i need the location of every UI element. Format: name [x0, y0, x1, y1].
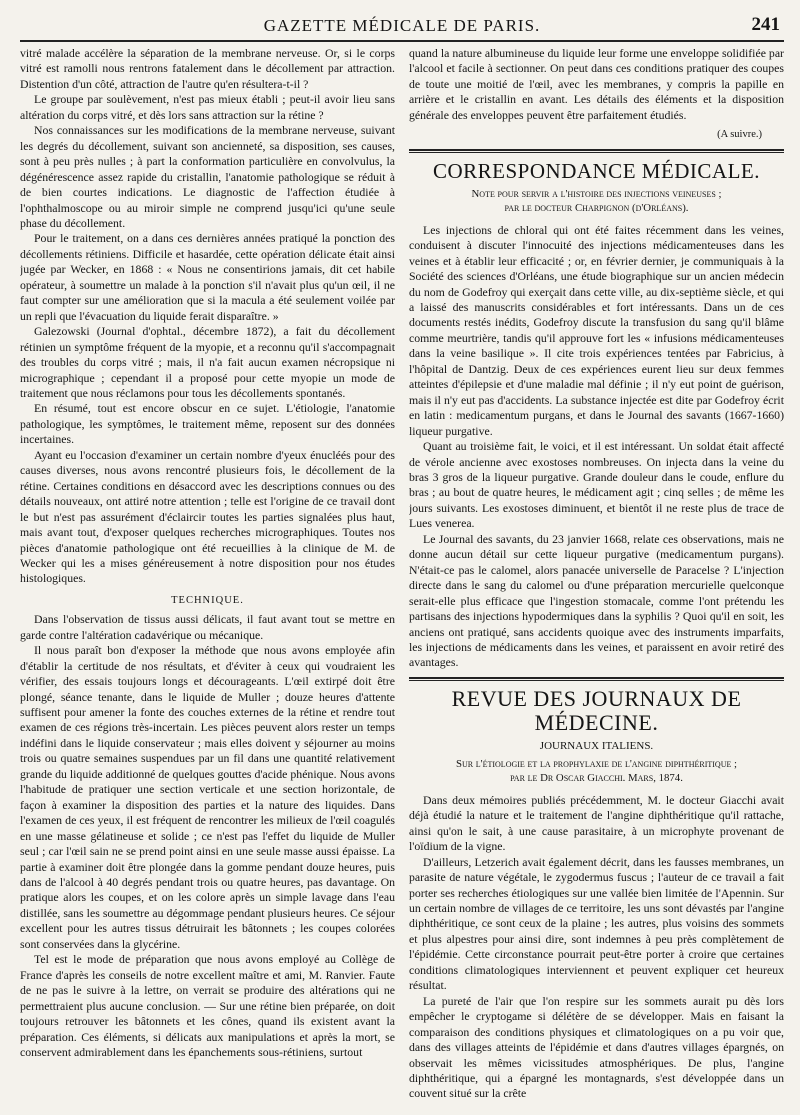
section-divider — [409, 152, 784, 153]
paragraph: Le Journal des savants, du 23 janvier 1668, relate ces observations, mais ne donne aucun détail sur cette liqueur purgative (medicamentum purgans). N'était-ce pas le calomel, alors panacée universelle de Paracelse ? L'injection directe dans le sang du calomel ou d'une préparation mercurielle quelconque serait-elle plus efficace que l'ingestion stomacale, comme l'ont prétendu les partisans des injections hypodermiques dans la syphilis ? Quoi qu'il en soit, les anciens ont pratiqué, sans accidents quoique avec des instruments imparfaits, les injections de médicaments dans les veines, et paraissent en avoir retiré des avantages. — [409, 531, 784, 670]
continued-note: (A suivre.) — [717, 129, 762, 141]
note-author: par le docteur Charpignon (d'Orléans). — [504, 201, 689, 214]
correspondance-note — [409, 187, 784, 215]
paragraph: Il nous paraît bon d'exposer la méthode que nous avons employée afin d'établir la certitude de nos résultats, et d'éviter à ceux qui voudraient les vérifier, des essais toujours longs et décourageants. L'œil extirpé doit être plongé, séance tenante, dans le liquide de Muller ; douze heures d'attente suffisent pour amener la fonte des couches externes de la rétine et rendre tout examen de ces régions très-incertain. Les pièces peuvent alors rester un temps indéfini dans le liquide conservateur ; mais elles doivent y séjourner au moins trois ou quatre semaines suspendues par un fil dans une quantité relativement grande du liquide additionné de quelques gouttes d'acide phénique. Nous avons l'habitude de pratiquer une section verticale et une section horizontale, de façon à examiner la disposition des parties et la nature des liquides. Dans l'examen de ces yeux, il est fréquent de rencontrer les milieux de l'œil coagulés en une masse gélatineuse et solide ; ce n'est pas l'effet du liquide de Muller seul ; car l'œil sain ne se prend point ainsi en une seule masse aussi épaisse. La partie à examiner doit être plongée dans la gomme pendant douze heures, puis dans de l'alcool à 40 degrés pendant trois ou quatre heures, pas davantage. On pratique alors les coupes, et on les colore après un simple lavage dans l'eau distillée, sans les soumettre au dégommage pendant plusieurs heures. Ce séjour excellent pour les autres tissus détruirait les bâtonnets ; les coupes colorées sont conservées dans la glycérine. — [20, 643, 395, 951]
paragraph: D'ailleurs, Letzerich avait également décrit, dans les fausses membranes, un parasite de nature végétale, le zygodermus fuscus ; l'auteur de ce travail a fait porter ses recherches étiologiques sur une vallée bien limitée de l'Apennin. Sur un certain nombre de villages de ce territoire, les uns sont dévastés par l'angine diphthéritique, ce sont ceux de la plaine ; les autres, plus voisins des sommets et plus alpestres pour ainsi dire, sont indemnes à peu près complètement de l'épidémie. Cette circonstance pourrait peut-être porter à croire que certaines conditions climatologiques interviennent et peuvent expliquer cet heureux résultat. — [409, 854, 784, 993]
right-column — [409, 46, 784, 1106]
paragraph: Pour le traitement, on a dans ces dernières années pratiqué la ponction des décollements rétiniens. Difficile et hasardée, cette opération délicate était ainsi jugée par Wecker, en 1868 : « Nous ne consentirions jamais, dit cet habile opérateur, à soumettre un malade à la ponction s'il n'avait plus qu'un œil, il ne faut compter sur une amélioration que si la macula a été seulement voilée par un repli que l'évacuation du liquide ferait disparaître. » — [20, 231, 395, 323]
note-line: Note pour servir a l'histoire des injections veineuses ; — [471, 187, 722, 200]
article-author: par le Dr Oscar Giacchi. Mars, 1874. — [510, 771, 683, 784]
paragraph: quand la nature albumineuse du liquide leur forme une enveloppe solidifiée par l'alcool et facile à sectionner. On peut dans ces conditions pratiquer des coupes de toute une moitié de l'œil, avec les membranes, y compris la papille en arrière et le cristallin en avant. Les détails des éléments et la disposition générale des enveloppes peuvent être parfaitement étudiés. — [409, 46, 784, 122]
paragraph: La pureté de l'air que l'on respire sur les sommets aurait pu dès lors empêcher le cryptogame si délétère de se développer. Mais en faisant la comparaison des conditions physiques et climatologiques on a pu voir que, dans des villages atteints de l'épidémie et dans d'autres villages épargnés, on observait les mêmes vicissitudes atmosphériques. De plus, l'angine diphthéritique, qui a épargné les montagnards, s'est développée dans un couvent situé sur la crête — [409, 993, 784, 1101]
paragraph: Ayant eu l'occasion d'examiner un certain nombre d'yeux énucléés pour des causes diverses, nous avons rencontré plusieurs fois, le décollement de la rétine. Certaines conditions en désaccord avec les descriptions connues ou des détails nouveaux, ont attiré notre attention ; telle est l'origine de ce travail dont le but n'est pas assurément d'éclaircir toutes les parties signalées plus haut, mais avant tout, d'exposer quelques recherches micrographiques. Toutes nos pièces d'anatomie pathologique ont été recueillies à la clinique de M. de Wecker qui les a mises généreusement à notre disposition pour nos études histologiques. — [20, 447, 395, 586]
article-title: Sur l'étiologie et la prophylaxie de l'angine diphthéritique ; — [455, 757, 738, 770]
paragraph: vitré malade accélère la séparation de la membrane nerveuse. Or, si le corps vitré est ramolli nous rentrons fatalement dans le décollement par attraction. Distention d'un côté, attraction de l'autre qu'en résultera-t-il ? — [20, 46, 395, 91]
page-number: 241 — [751, 14, 780, 35]
revue-subtitle: JOURNAUX ITALIENS. — [539, 739, 654, 752]
journal-title: GAZETTE MÉDICALE DE PARIS. — [263, 16, 541, 35]
paragraph: En résumé, tout est encore obscur en ce sujet. L'étiologie, l'anatomie pathologique, les symptômes, le traitement même, reposent sur des données incertaines. — [20, 401, 395, 447]
paragraph: Tel est le mode de préparation que nous avons employé au Collège de France d'après les conseils de notre excellent maître et ami, M. Ranvier. Faute de ne pas le suivre à la lettre, on verrait se produire des altérations qui ne permettraient plus aucune conclusion. — Sur une rétine bien préparée, on doit toujours retrouver les bâtonnets et les cônes, quand ils existent avant la préparation. Ces éléments, si délicats aux manipulations et après la mort, se conservent admirablement dans les épanchements sous-rétiniens, surtout — [20, 952, 395, 1059]
section-divider — [409, 677, 784, 679]
paragraph: Galezowski (Journal d'ophtal., décembre 1872), a fait du décollement rétinien un symptôme fréquent de la myopie, et a reconnu qu'il s'accompagnait des troubles du corps vitré ; mais, il n'a fait aucun examen nécropsique ni micrographique ; cependant il a proposé pour cette myopie un mode de traitement que nous réclamons pour tous les décollements spontanés. — [20, 324, 395, 400]
page-header — [20, 14, 784, 42]
paragraph: Nos connaissances sur les modifications de la membrane nerveuse, suivant les degrés du décollement, suivant son ancienneté, sa disposition, ses causes, sont à peu près nulles ; à part la conformation particulière en convolvulus, la dégénérescence assez rapide du cristallin, l'anatomie pathologique se réduit à de bien courtes indications. Le diagnostic de l'affection étudiée à l'ophthalmoscope ou au miroir simple ne comprend jusqu'ici qu'une seule phase du décollement. — [20, 123, 395, 230]
columns — [20, 46, 784, 1106]
section-divider — [409, 680, 784, 681]
left-column — [20, 46, 395, 1106]
paragraph: Dans deux mémoires publiés précédemment, M. le docteur Giacchi avait déjà étudié la nature et le traitement de l'angine diphthéritique qu'il rattache, ainsi qu'on le sait, à une cause parasitaire, à un microphyte provenant de l'oïdium de la vigne. — [409, 792, 784, 854]
technique-heading: TECHNIQUE. — [171, 594, 244, 606]
correspondance-title: CORRESPONDANCE MÉDICALE. — [432, 158, 761, 183]
paragraph: Quant au troisième fait, le voici, et il est intéressant. Un soldat était affecté de vérole ancienne avec exostoses nombreuses. On injecta dans la veine du bras 3 gros de la liqueur purgative. Grande douleur dans le coude, enflure du bras ; au bout de quatre heures, le médicament agit ; cinq selles ; de même les jours suivants. Les exostoses diminuent, et bientôt il ne reste plus de trace de Lues venerea. — [409, 439, 784, 531]
article-heading — [409, 757, 784, 785]
paragraph: Le groupe par soulèvement, n'est pas mieux établi ; peut-il avoir lieu sans altération du corps vitré, et dès lors sans attraction sur la rétine ? — [20, 92, 395, 122]
paragraph: Dans l'observation de tissus aussi délicats, il faut avant tout se mettre en garde contre l'altération cadavérique ou mécanique. — [20, 612, 395, 642]
revue-title: REVUE DES JOURNAUX DE MÉDECINE. — [451, 685, 742, 735]
paragraph: Les injections de chloral qui ont été faites récemment dans les veines, conduisent à discuter l'innocuité des injections médicamenteuses dans les veines et à établir leur efficacité ; or, en février dernier, je communiquais à la Société des sciences d'Orléans, une étude biographique sur un ancien médecin du nom de Godefroy qui exerçait dans cette ville, au dix-septième siècle, et qui a laissé des manuscrits considérables et fort intéressants. Dans un de ces documents restés inédits, Godefroy discute la transfusion du sang qu'il blâme comme meurtrière, tandis qu'il approuve fort les « infusions médicamenteuses dans la veine basilique ». Il cite trois expériences tentées par Fabricius, à l'hôpital de Dantzig. Deux de ces expériences eurent lieu sur deux femmes atteintes d'épilepsie et d'une maladie mal définie ; il n'y eut point de guérison, mais il n'y eut pas d'accidents. La substance injectée est dite par Godefroy écrit en latin : medicamentum purgans, et dans le Journal des savants (1667-1660) liqueur purgative. — [409, 222, 784, 438]
section-divider — [409, 149, 784, 151]
